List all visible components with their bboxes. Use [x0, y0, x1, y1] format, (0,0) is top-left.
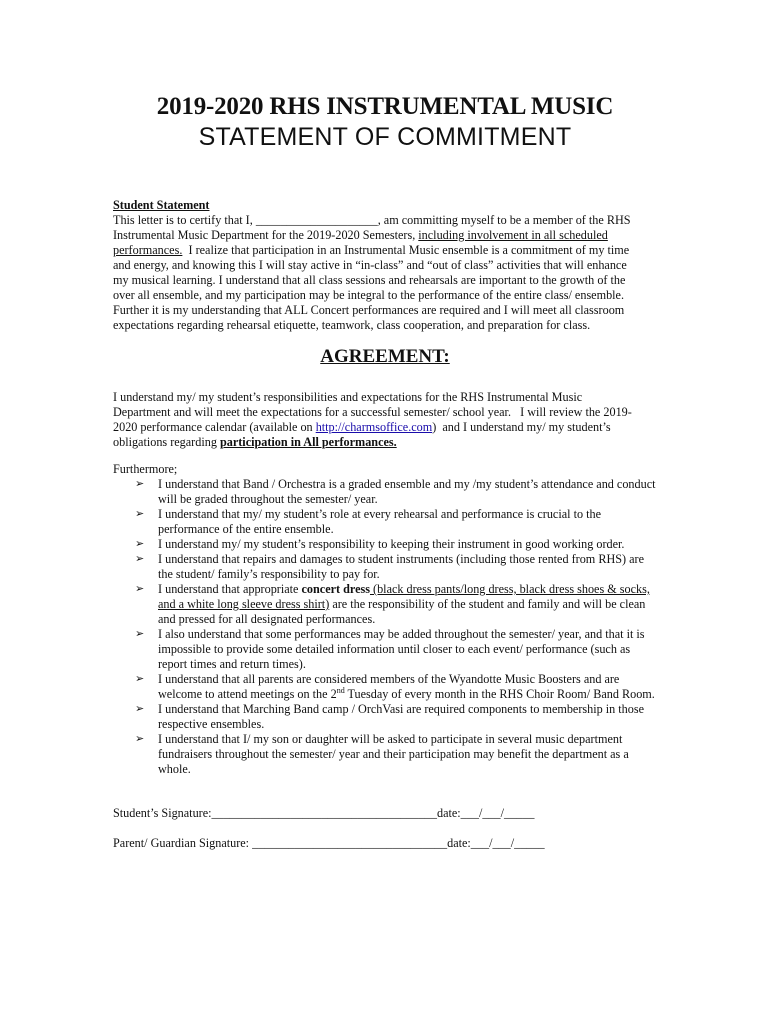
agreement-line: obligations regarding participation in All performances.	[113, 435, 397, 449]
list-item: ➢ I also understand that some performances may be added throughout the semester/ year, and that it is impossible to provide some detailed information until closer to each event/ performance (such as report times and return times).	[135, 627, 645, 671]
arrow-bullet-icon: ➢	[135, 508, 145, 520]
statement-line: performances. I realize that participation in an Instrumental Music ensemble is a commitment of my time	[113, 243, 630, 257]
agreement-line: I understand my/ my student’s responsibilities and expectations for the RHS Instrumental Music	[113, 390, 583, 404]
list-item: ➢ I understand that Marching Band camp / OrchVasi are required components to membership in those respective ensembles.	[135, 702, 645, 731]
statement-line: Further it is my understanding that ALL Concert performances are required and I will meet all classroom	[113, 303, 625, 317]
arrow-bullet-icon: ➢	[135, 628, 145, 640]
agreement-line: Department and will meet the expectations for a successful semester/ school year. I will review the 2019-	[113, 405, 632, 419]
statement-line: my musical learning. I understand that all class sessions and rehearsals are important to the growth of the	[113, 273, 626, 287]
page-title: 2019-2020 RHS INSTRUMENTAL MUSIC	[156, 93, 614, 120]
parent-signature-line[interactable]: Parent/ Guardian Signature: ________________________________date:___/___/_____	[113, 836, 545, 850]
student-statement	[113, 198, 658, 333]
commitment-list	[113, 477, 658, 777]
list-item: ➢ I understand that Band / Orchestra is a graded ensemble and my /my student’s attendance and conduct will be graded throughout the semester/ year.	[135, 477, 656, 506]
arrow-bullet-icon: ➢	[135, 733, 145, 745]
statement-line: and energy, and knowing this I will stay active in “in-class” and “out of class” activities that will enhance	[113, 258, 627, 272]
student-signature-line[interactable]: Student’s Signature:_____________________________________date:___/___/_____	[113, 806, 535, 820]
statement-line: expectations regarding rehearsal etiquette, teamwork, class cooperation, and preparation for class.	[113, 318, 591, 332]
statement-line: This letter is to certify that I, ____________________, am committing myself to be a member of the RHS	[113, 213, 631, 227]
statement-line: over all ensemble, and my participation may be integral to the performance of the entire class/ ensemble.	[113, 288, 625, 302]
arrow-bullet-icon: ➢	[135, 478, 145, 490]
agreement-paragraph	[113, 390, 658, 450]
student-statement-heading: Student Statement	[113, 198, 210, 212]
furthermore-label: Furthermore;	[113, 462, 178, 476]
arrow-bullet-icon: ➢	[135, 553, 145, 565]
list-item: ➢ I understand that I/ my son or daughter will be asked to participate in several music department fundraisers throughout the semester/ year and their participation may benefit the department as a whole.	[135, 732, 629, 776]
statement-line: Instrumental Music Department for the 2019-2020 Semesters, including involvement in all scheduled	[113, 228, 608, 242]
arrow-bullet-icon: ➢	[135, 583, 145, 595]
arrow-bullet-icon: ➢	[135, 538, 145, 550]
page-subtitle: STATEMENT OF COMMITMENT	[198, 123, 572, 151]
list-item: ➢ I understand that my/ my student’s role at every rehearsal and performance is crucial to the performance of the entire ensemble.	[135, 507, 601, 536]
list-item: ➢ I understand that repairs and damages to student instruments (including those rented from RHS) are the student/ family’s responsibility to pay for.	[135, 552, 645, 581]
list-item: ➢ I understand that all parents are considered members of the Wyandotte Music Boosters and are welcome to attend meetings on the 2nd Tuesday of every month in the RHS Choir Room/ Band Room.	[135, 672, 655, 701]
list-item: ➢ I understand my/ my student’s responsibility to keeping their instrument in good working order.	[135, 537, 625, 551]
list-item: ➢ I understand that appropriate concert dress (black dress pants/long dress, black dress shoes & socks, and a white long sleeve dress shirt) are the responsibility of the student and family and will be clean and pressed for all designated performances.	[135, 582, 650, 626]
agreement-line: 2020 performance calendar (available on http://charmsoffice.com) and I understand my/ my student’s	[113, 420, 611, 434]
arrow-bullet-icon: ➢	[135, 703, 145, 715]
arrow-bullet-icon: ➢	[135, 673, 145, 685]
charmsoffice-link[interactable]: http://charmsoffice.com	[315, 420, 433, 434]
agreement-heading: AGREEMENT:	[320, 346, 450, 367]
